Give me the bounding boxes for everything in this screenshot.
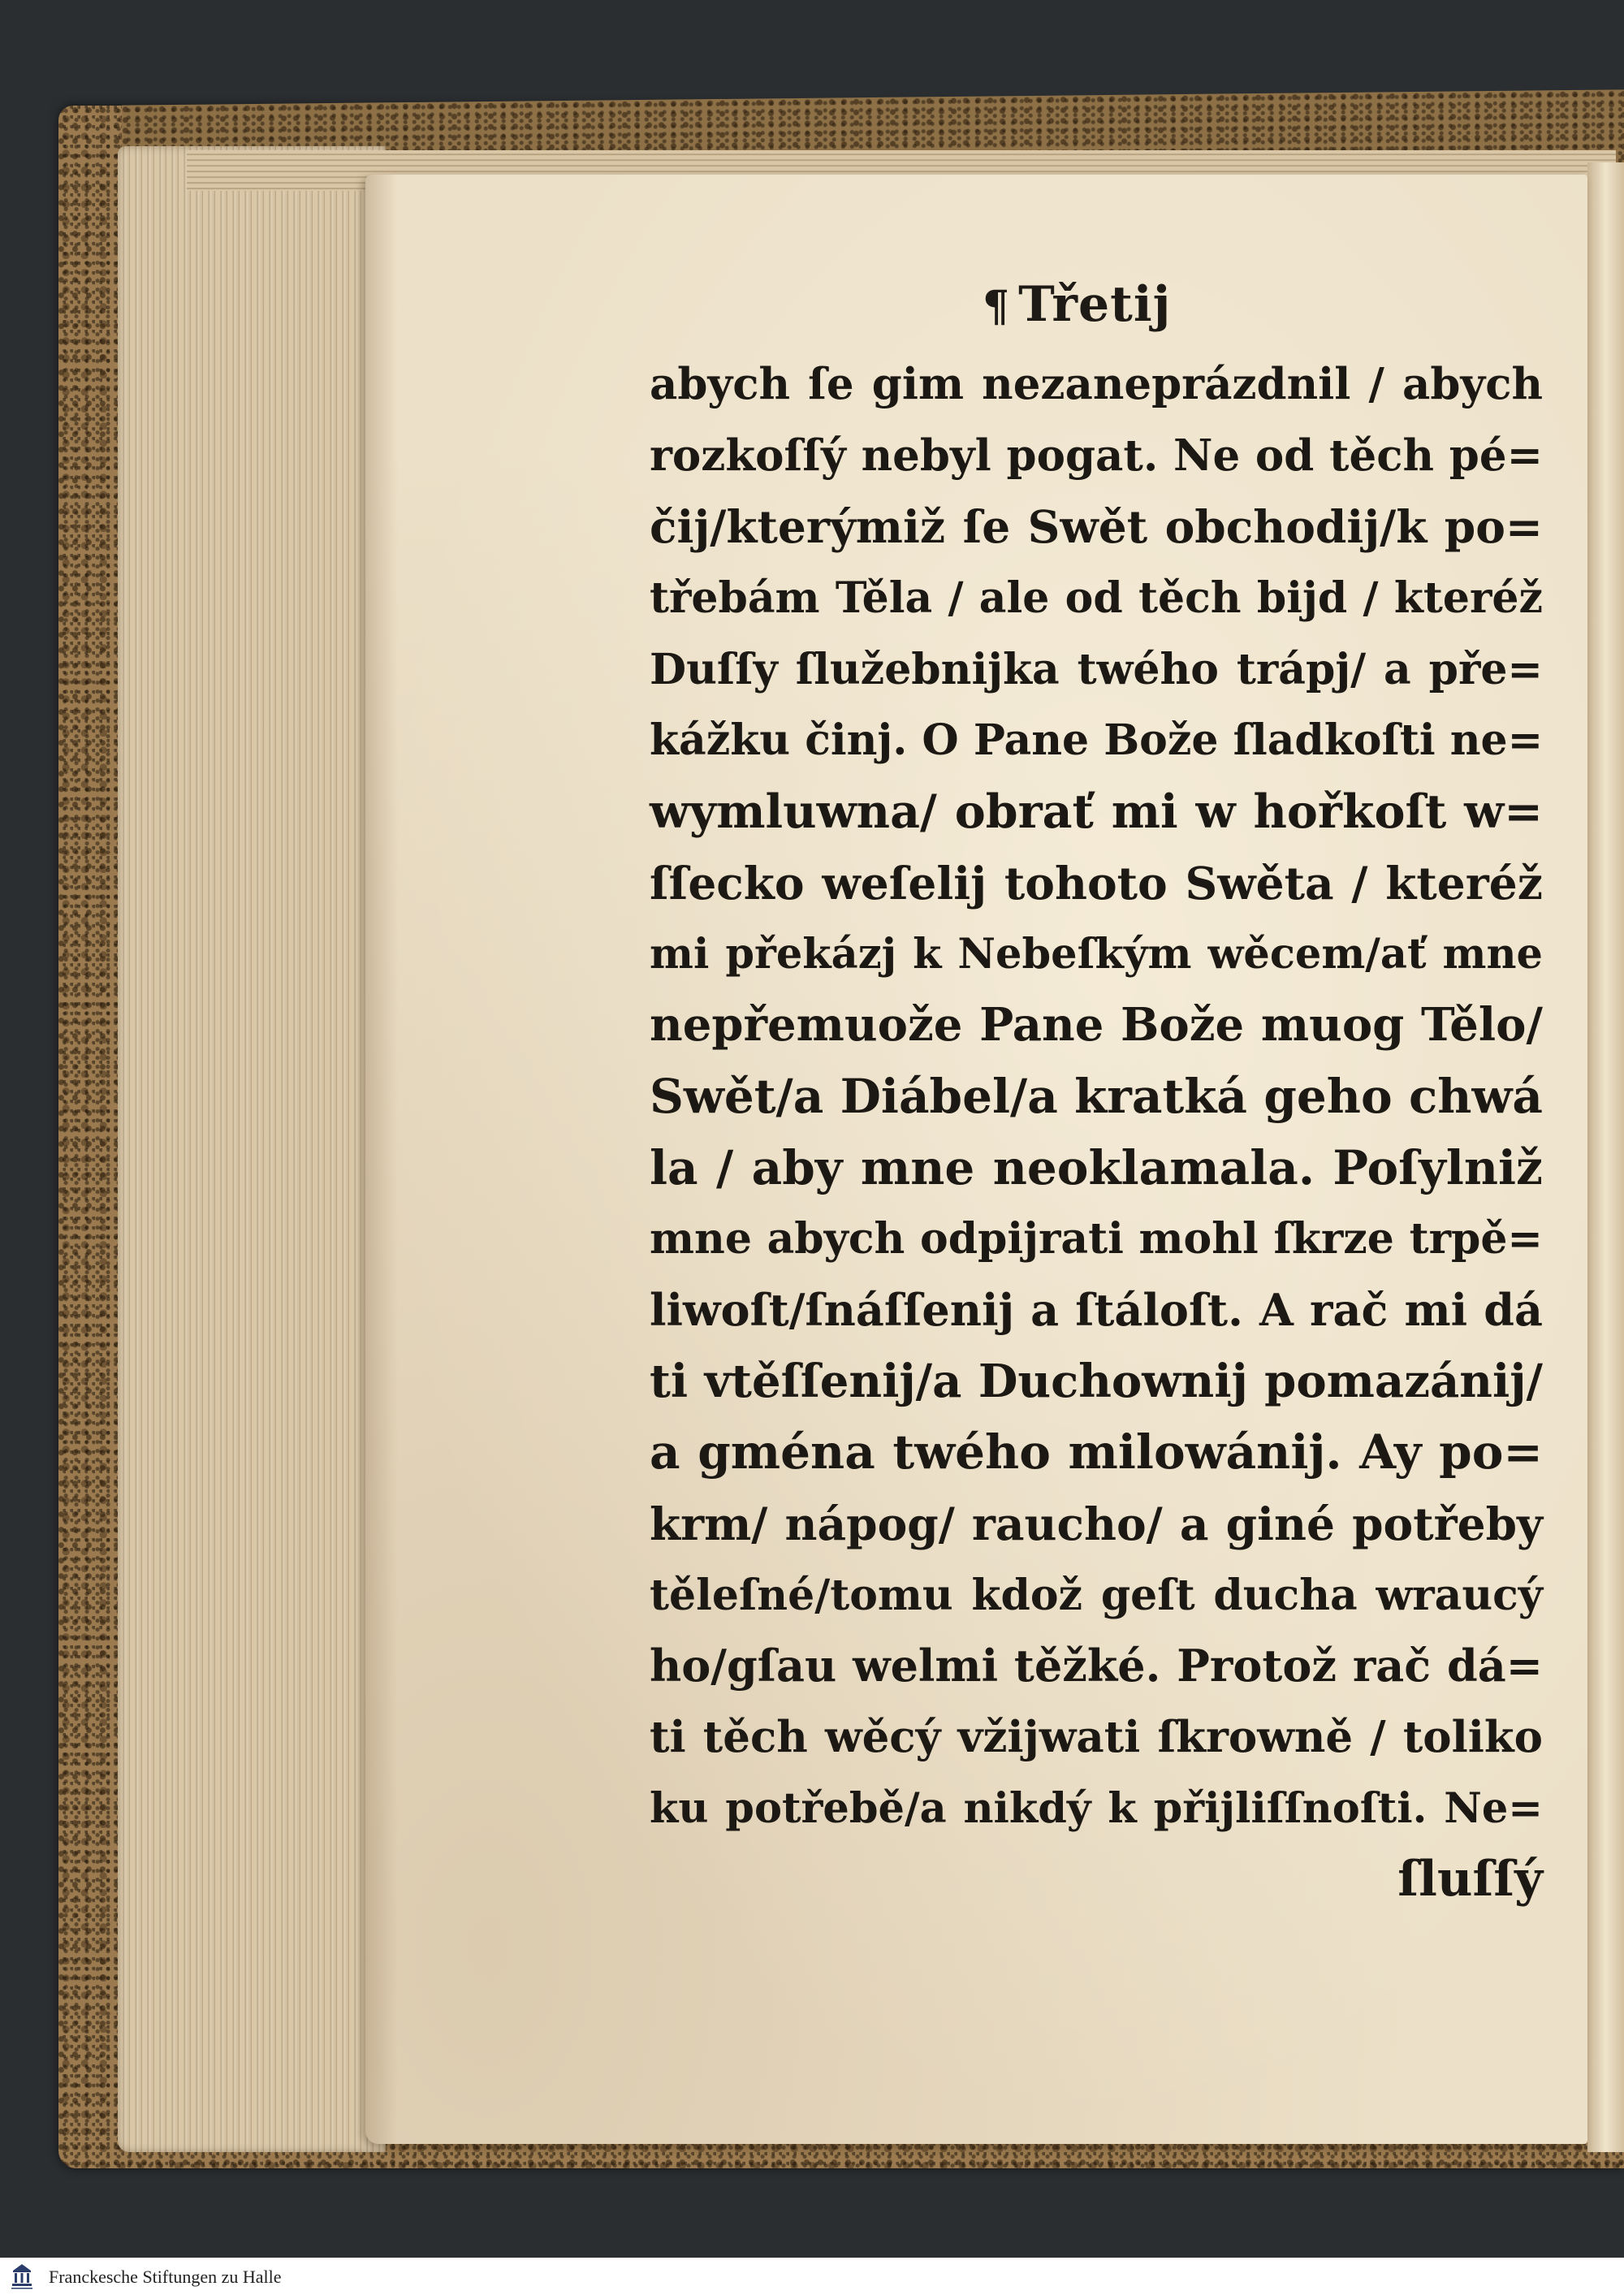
text-line: ſluſſý: [1397, 1851, 1543, 1908]
text-line: a gména twého milowánij. Ay po=: [650, 1424, 1543, 1480]
text-line: mi překázj k Nebeſkým wěcem/ať mne: [650, 929, 1543, 979]
text-line: krm/ nápog/ raucho/ a giné potřeby: [650, 1498, 1543, 1550]
text-line: ſſecko weſelij tohoto Swěta / kteréž: [650, 856, 1543, 910]
page-text-block: [650, 349, 1543, 1916]
text-line: ti vtěſſenij/a Duchownij pomazánij/: [650, 1354, 1543, 1408]
text-line: třebám Těla / ale od těch bijd / kteréž: [650, 573, 1543, 624]
text-line: mne abych odpijrati mohl ſkrze trpě=: [650, 1214, 1543, 1264]
text-line: ti těch wěcý vžijwati ſkrowně / toliko: [650, 1712, 1543, 1763]
text-line: kážku činj. O Pane Bože ſladkoſti ne=: [650, 715, 1544, 766]
text-line: ho/gſau welmi těžké. Protož rač dá=: [650, 1640, 1543, 1692]
institution-logo-icon: [6, 2261, 37, 2292]
text-line: těleſné/tomu kdož geſt ducha wraucý: [650, 1570, 1543, 1620]
running-head-text: Třetij: [1018, 276, 1172, 333]
institution-name: Franckesche Stiftungen zu Halle: [49, 2267, 282, 2287]
pilcrow-mark: ¶: [983, 282, 1011, 331]
text-line: liwoſt/ſnáſſenij a ſtáloſt. A rač mi dá: [650, 1283, 1543, 1336]
page-block-edges: [118, 146, 386, 2152]
text-line: rozkoſſý nebyl pogat. Ne od těch pé=: [650, 430, 1543, 481]
text-line: wymluwna/ obrať mi w hořkoſt w=: [650, 784, 1543, 840]
text-line: abych ſe gim nezaneprázdnil / abych: [650, 359, 1543, 409]
text-line: la / aby mne neoklamala. Poſylniž: [650, 1139, 1543, 1195]
text-line: nepřemuože Pane Bože muog Tělo/: [650, 998, 1543, 1052]
binding-gutter: [1587, 162, 1624, 2152]
text-line: čij/kterýmiž ſe Swět obchodij/k po=: [650, 500, 1543, 554]
text-line: ku potřebě/a nikdý k přijliſſnoſti. Ne=: [650, 1783, 1543, 1833]
text-line: Duſſy ſlužebnijka twého trápj/ a pře=: [650, 644, 1543, 694]
running-head: [983, 276, 1171, 333]
text-line: Swět/a Diábel/a kratká geho chwá: [650, 1068, 1543, 1124]
